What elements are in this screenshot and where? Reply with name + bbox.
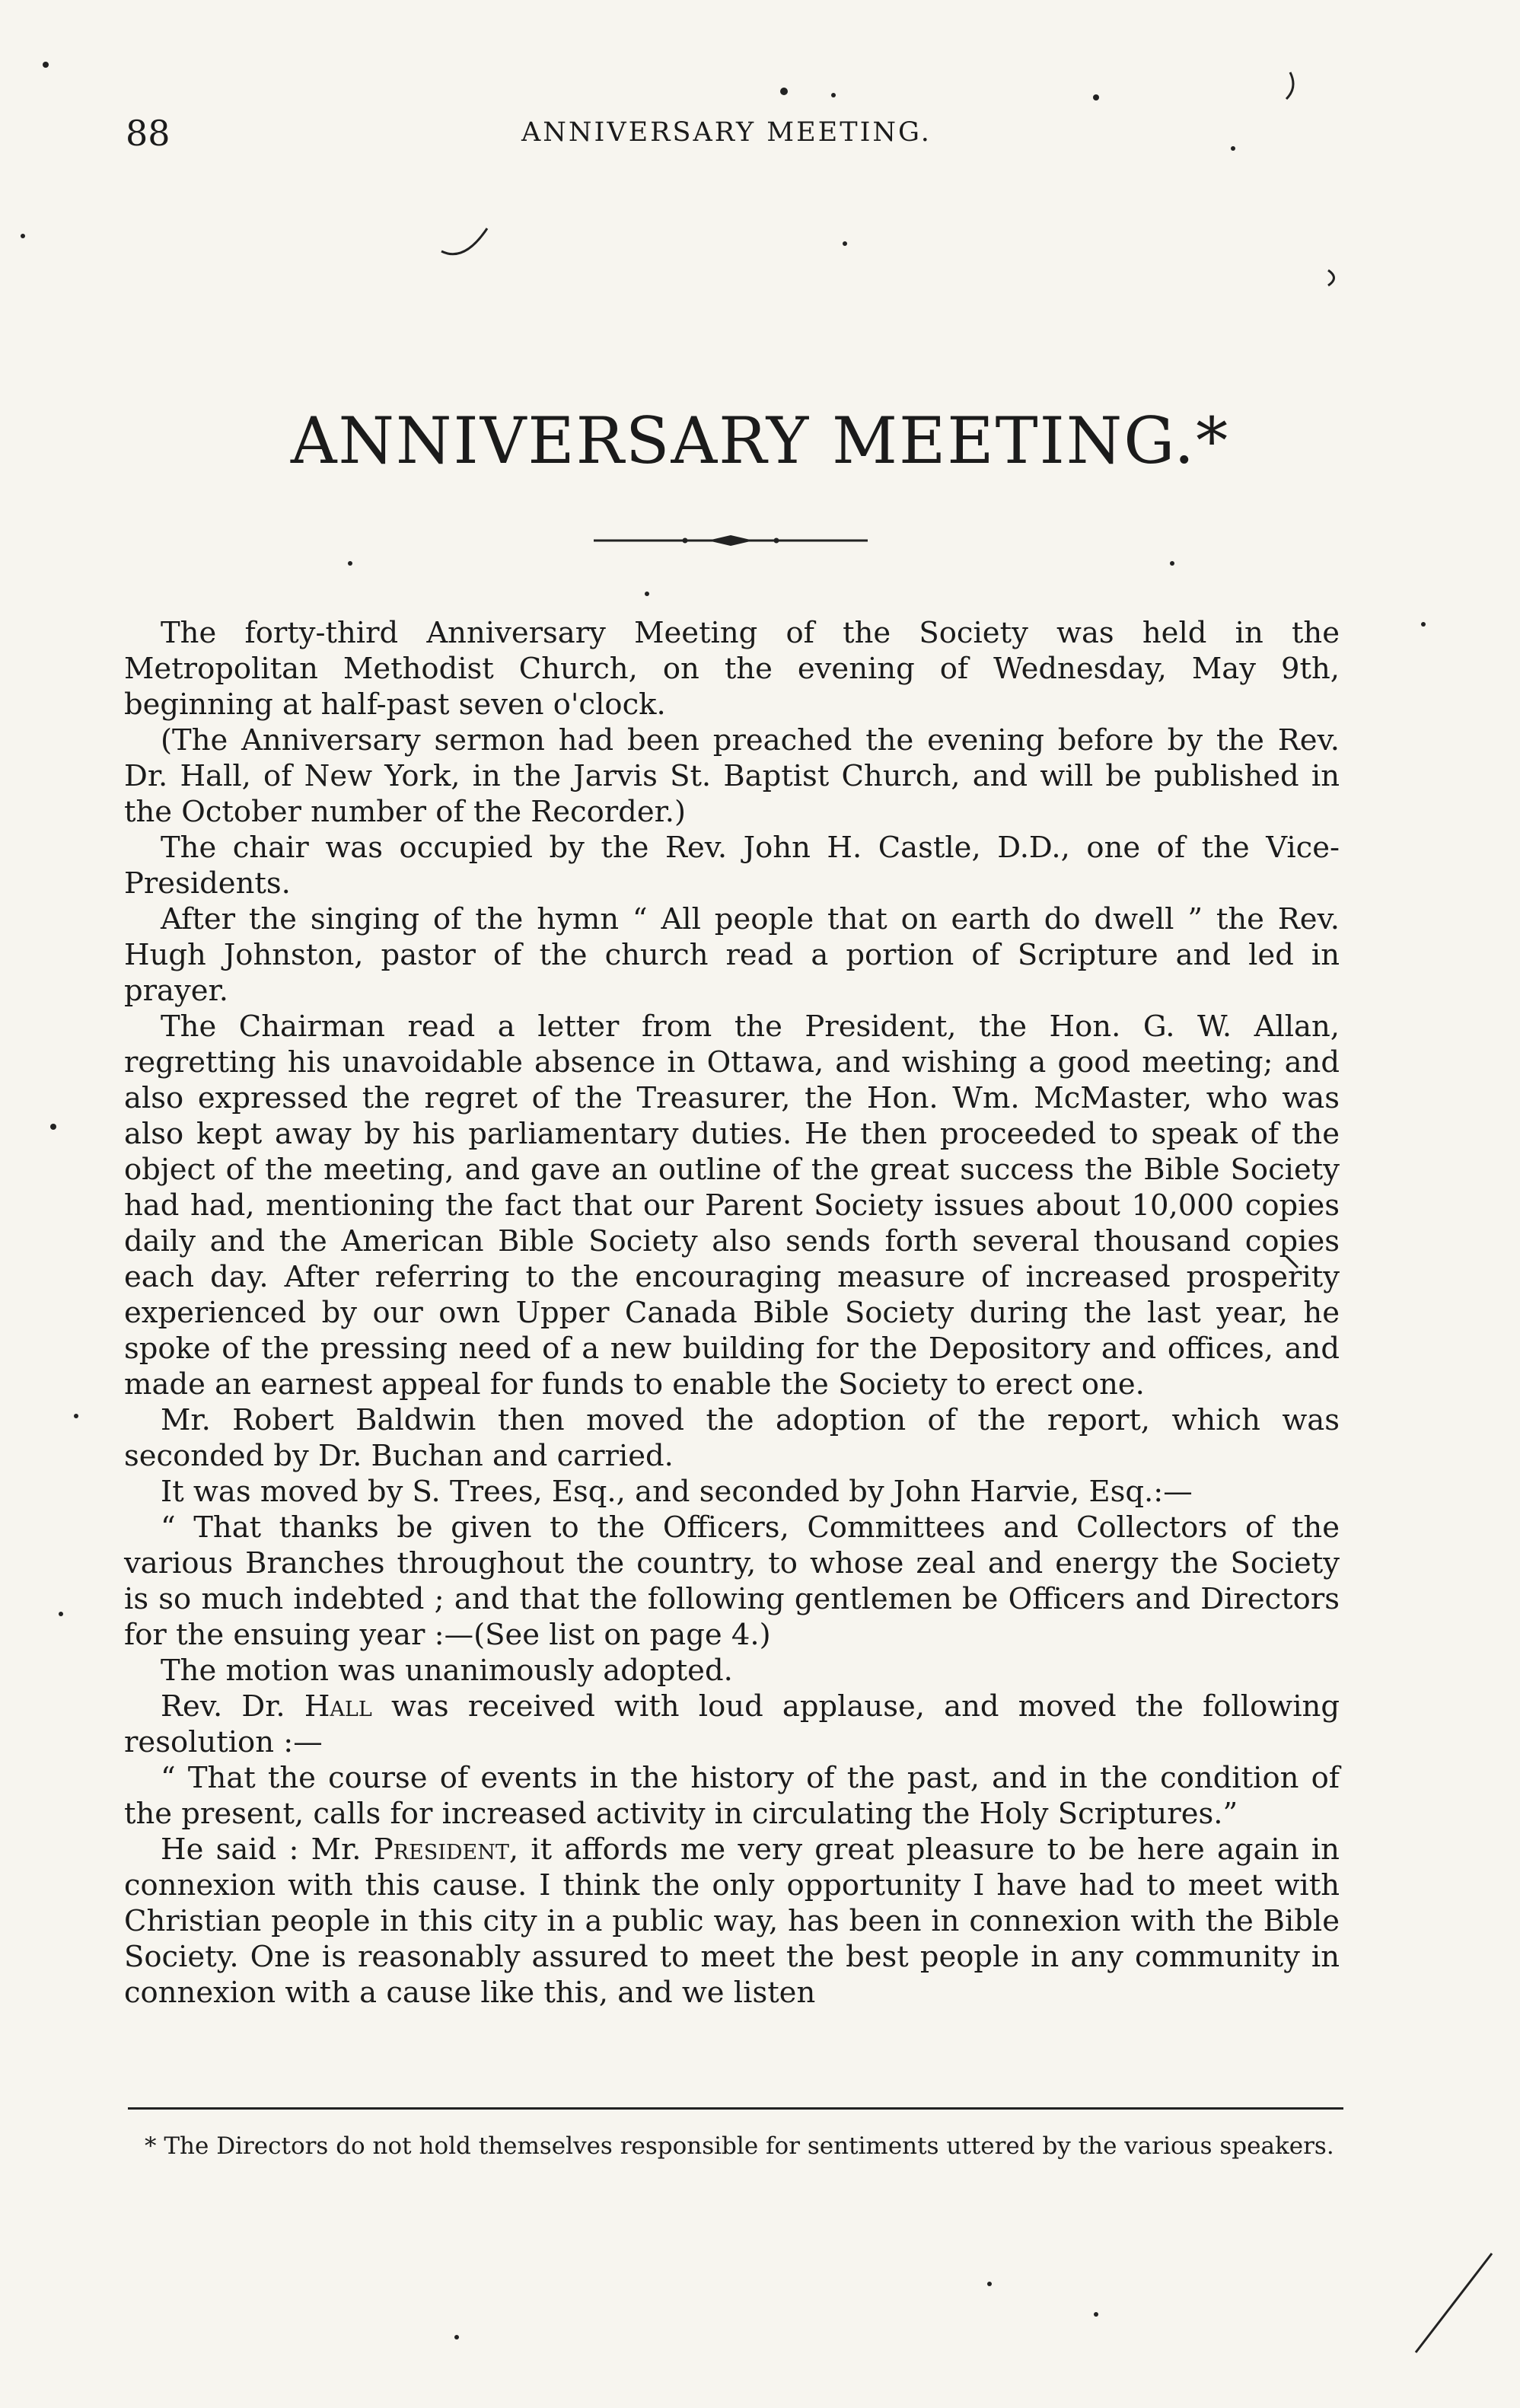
paragraph-motion: It was moved by S. Trees, Esq., and seconded by John Harvie, Esq.:— — [161, 1475, 1193, 1509]
hall-prefix: Rev. Dr. — [161, 1689, 304, 1724]
paragraph-motion-adopted: The motion was unanimously adopted. — [161, 1654, 733, 1688]
hall-suffix: was received with loud applause, and moved the following resolution :— — [124, 1689, 1340, 1759]
article-title: ANNIVERSARY MEETING.* — [290, 403, 1230, 478]
speech-suffix: , it affords me very great pleasure to be here again in connexion with this cause. I think the only opportunity I have had to meet with Christian people in this city in a public way, has been in connexion with the Bible Society. One is reasonably assured to meet the best people in any community in connexion with a cause like this, and we listen — [124, 1832, 1340, 2010]
paragraph-speech — [124, 1832, 1340, 2011]
paragraph-intro: The forty-third Anniversary Meeting of the Society was held in the Metropolitan Methodist Church, on the evening of Wednesday, May 9th, beginning at half-past seven o'clock. — [124, 616, 1340, 722]
paragraph-report-adoption: Mr. Robert Baldwin then moved the adoption of the report, which was seconded by Dr. Buchan and carried. — [124, 1403, 1340, 1473]
speech-prefix: He said : Mr. — [161, 1832, 374, 1867]
paragraph-hymn: After the singing of the hymn “ All people that on earth do dwell ” the Rev. Hugh Johnston, pastor of the church read a portion of Scripture and led in prayer. — [124, 902, 1340, 1008]
paragraph-resolution: “ That the course of events in the history of the past, and in the condition of the present, calls for increased activity in circulating the Holy Scriptures.” — [124, 1761, 1340, 1831]
footnote-divider — [128, 2107, 1343, 2110]
paragraph-motion-text: “ That thanks be given to the Officers, Committees and Collectors of the various Branches throughout the country, to whose zeal and energy the Society is so much indebted ; and that the following gentlemen be Officers and Directors for the ensuing year :—(See list on page 4.) — [124, 1510, 1340, 1652]
page-number: 88 — [126, 113, 170, 154]
paragraph-sermon-note: (The Anniversary sermon had been preached the evening before by the Rev. Dr. Hall, of New York, in the Jarvis St. Baptist Church, and will be published in the October number of the Recorder.) — [124, 723, 1340, 829]
paragraph-hall-received — [124, 1689, 1340, 1760]
running-head — [126, 113, 1343, 158]
title-ornament-rule — [594, 533, 868, 548]
speech-addressee: President — [373, 1832, 509, 1867]
running-title: ANNIVERSARY MEETING. — [521, 117, 932, 148]
footnote: * The Directors do not hold themselves responsible for sentiments uttered by the various speakers. — [145, 2132, 1334, 2160]
paragraph-chair: The chair was occupied by the Rev. John H. Castle, D.D., one of the Vice-Presidents. — [124, 831, 1340, 901]
paragraph-chairman-address: The Chairman read a letter from the President, the Hon. G. W. Allan, regretting his unavoidable absence in Ottawa, and wishing a good meeting; and also expressed the regret of the Treasurer, the Hon. Wm. McMaster, who was also kept away by his parliamentary duties. He then proceeded to speak of the object of the meeting, and gave an outline of the great success the Bible Society had had, mentioning the fact that our Parent Society issues about 10,000 copies daily and the American Bible Society also sends forth several thousand copies each day. After referring to the encouraging measure of increased prosperity experienced by our own Upper Canada Bible Society during the last year, he spoke of the pressing need of a new building for the Depository and offices, and made an earnest appeal for funds to enable the Society to erect one. — [124, 1009, 1340, 1402]
speaker-name-hall: Hall — [304, 1689, 372, 1724]
article-body — [124, 615, 1340, 2011]
